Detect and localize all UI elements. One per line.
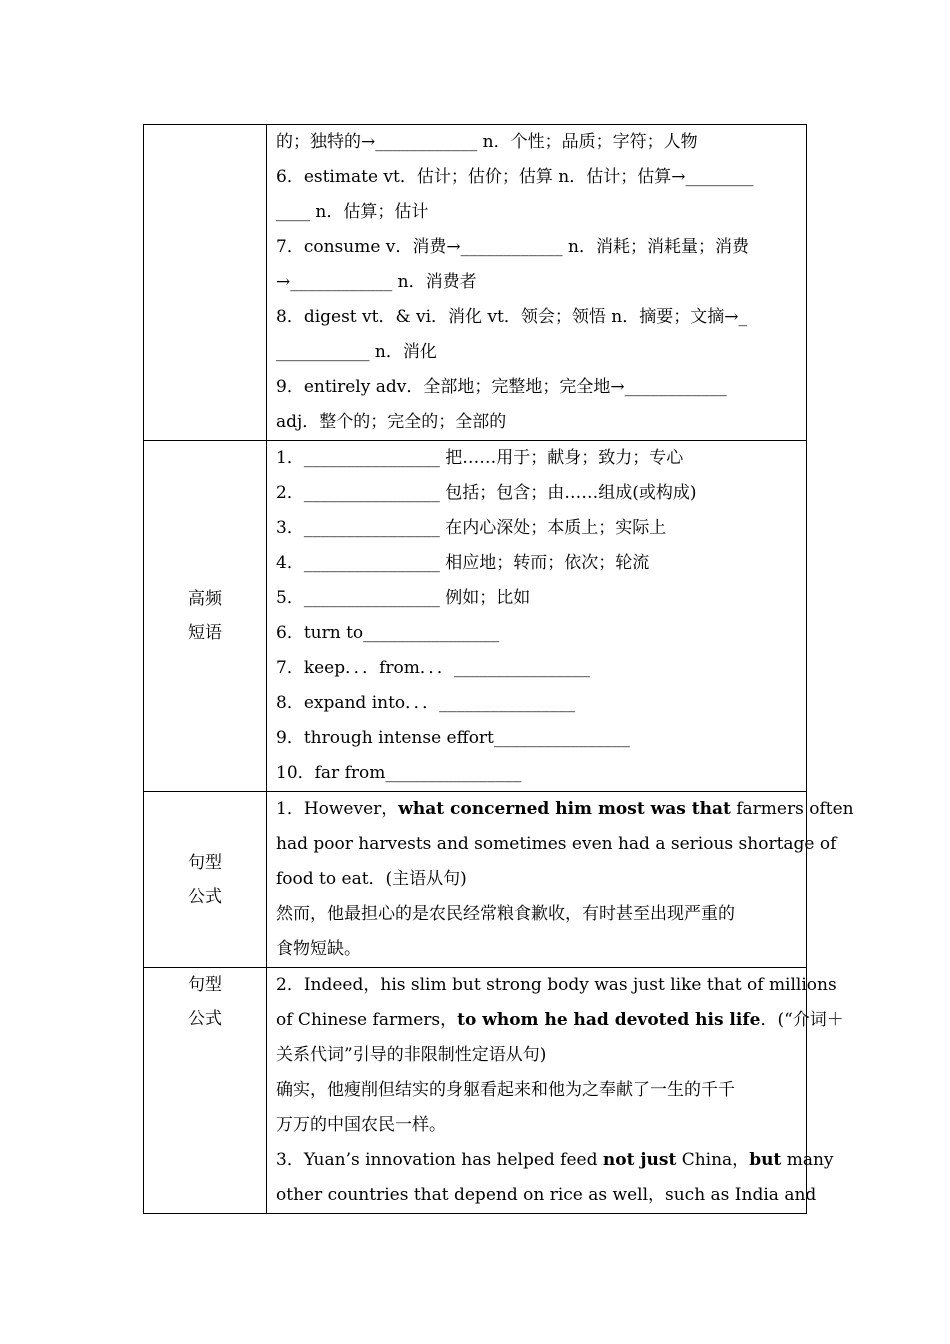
sentence-2-line-2 (276, 1003, 844, 1038)
sentence-2-line-3: 关系代词”引导的非限制性定语从句) (276, 1045, 547, 1065)
sentence-text: China， (676, 1150, 750, 1170)
sentence-text: many (781, 1150, 834, 1170)
phrase-item: 10．far from________________ (276, 763, 522, 783)
phrases-label-cell (144, 441, 267, 792)
sentence-label-1b: 公式 (188, 886, 222, 907)
sentence-1-line-2: had poor harvests and sometimes even had a serious shortage of (276, 834, 837, 854)
phrase-item: 5．________________ 例如；比如 (276, 588, 531, 608)
sentence-content-cell-2 (267, 968, 844, 1214)
sentence-row-1 (144, 792, 807, 968)
sentence-label-cell-2 (144, 968, 267, 1214)
vocab-line: 的；独特的→____________ n．个性；品质；字符；人物 (276, 132, 698, 152)
vocab-row (144, 125, 807, 441)
vocab-line: 9．entirely adv．全部地；完整地；完全地→____________ (276, 377, 727, 397)
sentence-text: farmers often (730, 799, 854, 819)
sentence-text: of Chinese farmers， (276, 1010, 458, 1030)
vocabulary-table (143, 124, 854, 1214)
phrases-content-cell (267, 441, 807, 792)
phrase-item: 1．________________ 把……用于；献身；致力；专心 (276, 448, 684, 468)
sentence-2-line-1: 2．Indeed，his slim but strong body was just like that of millions (276, 975, 837, 995)
vocab-line: 7．consume v．消费→____________ n．消耗；消耗量；消费 (276, 237, 749, 257)
key-structure: what concerned him most was that (398, 799, 731, 819)
vocab-line: →____________ n．消费者 (276, 272, 477, 292)
vocab-line: 8．digest vt．& vi．消化 vt．领会；领悟 n．摘要；文摘→_ (276, 307, 747, 327)
sentence-2-translation-1: 确实，他瘦削但结实的身躯看起来和他为之奉献了一生的千千 (276, 1080, 735, 1100)
sentence-text: 3．Yuan’s innovation has helped feed (276, 1150, 603, 1170)
phrases-label-2: 短语 (188, 623, 222, 643)
phrases-label-1: 高频 (188, 589, 222, 609)
vocab-line: adj．整个的；完全的；全部的 (276, 412, 507, 432)
sentence-label-1a: 句型 (188, 852, 222, 873)
sentence-text: ．(“介词＋ (760, 1010, 844, 1030)
sentence-label-cell-1 (144, 792, 267, 968)
key-structure: not just (602, 1150, 677, 1170)
phrases-row (144, 441, 807, 792)
key-structure: to whom he had devoted his life (457, 1010, 761, 1030)
sentence-3-line-1 (276, 1143, 834, 1178)
vocab-line: 6．estimate vt．估计；估价；估算 n．估计；估算→________ (276, 167, 754, 187)
phrase-item: 7．keep．．．from．．．________________ (276, 658, 590, 678)
phrase-item: 3．________________ 在内心深处；本质上；实际上 (276, 518, 667, 538)
vocab-line: ___________ n．消化 (276, 342, 437, 362)
sentence-2-translation-2: 万万的中国农民一样。 (276, 1115, 446, 1135)
sentence-row-2 (144, 968, 807, 1214)
phrase-item: 9．through intense effort________________ (276, 728, 630, 748)
phrase-item: 8．expand into．．．________________ (276, 693, 576, 713)
sentence-1-line-1 (276, 792, 854, 827)
sentence-number: 1．However， (276, 799, 399, 819)
phrase-item: 4．________________ 相应地；转而；依次；轮流 (276, 553, 650, 573)
vocab-label-cell (144, 125, 267, 441)
sentence-1-translation-1: 然而，他最担心的是农民经常粮食歉收，有时甚至出现严重的 (276, 904, 735, 924)
vocab-line: ____ n．估算；估计 (276, 202, 429, 222)
sentence-3-line-2: other countries that depend on rice as well，such as India and (276, 1185, 817, 1205)
vocab-content-cell (267, 125, 807, 441)
sentence-1-line-3: food to eat．(主语从句) (276, 869, 467, 889)
sentence-label-2b: 公式 (188, 1009, 222, 1029)
sentence-1-translation-2: 食物短缺。 (276, 939, 361, 959)
key-structure: but (749, 1150, 782, 1170)
sentence-content-cell-1 (267, 792, 854, 968)
sentence-label-2a: 句型 (188, 975, 222, 995)
phrase-item: 6．turn to________________ (276, 623, 500, 643)
phrase-item: 2．________________ 包括；包含；由……组成(或构成) (276, 483, 697, 503)
